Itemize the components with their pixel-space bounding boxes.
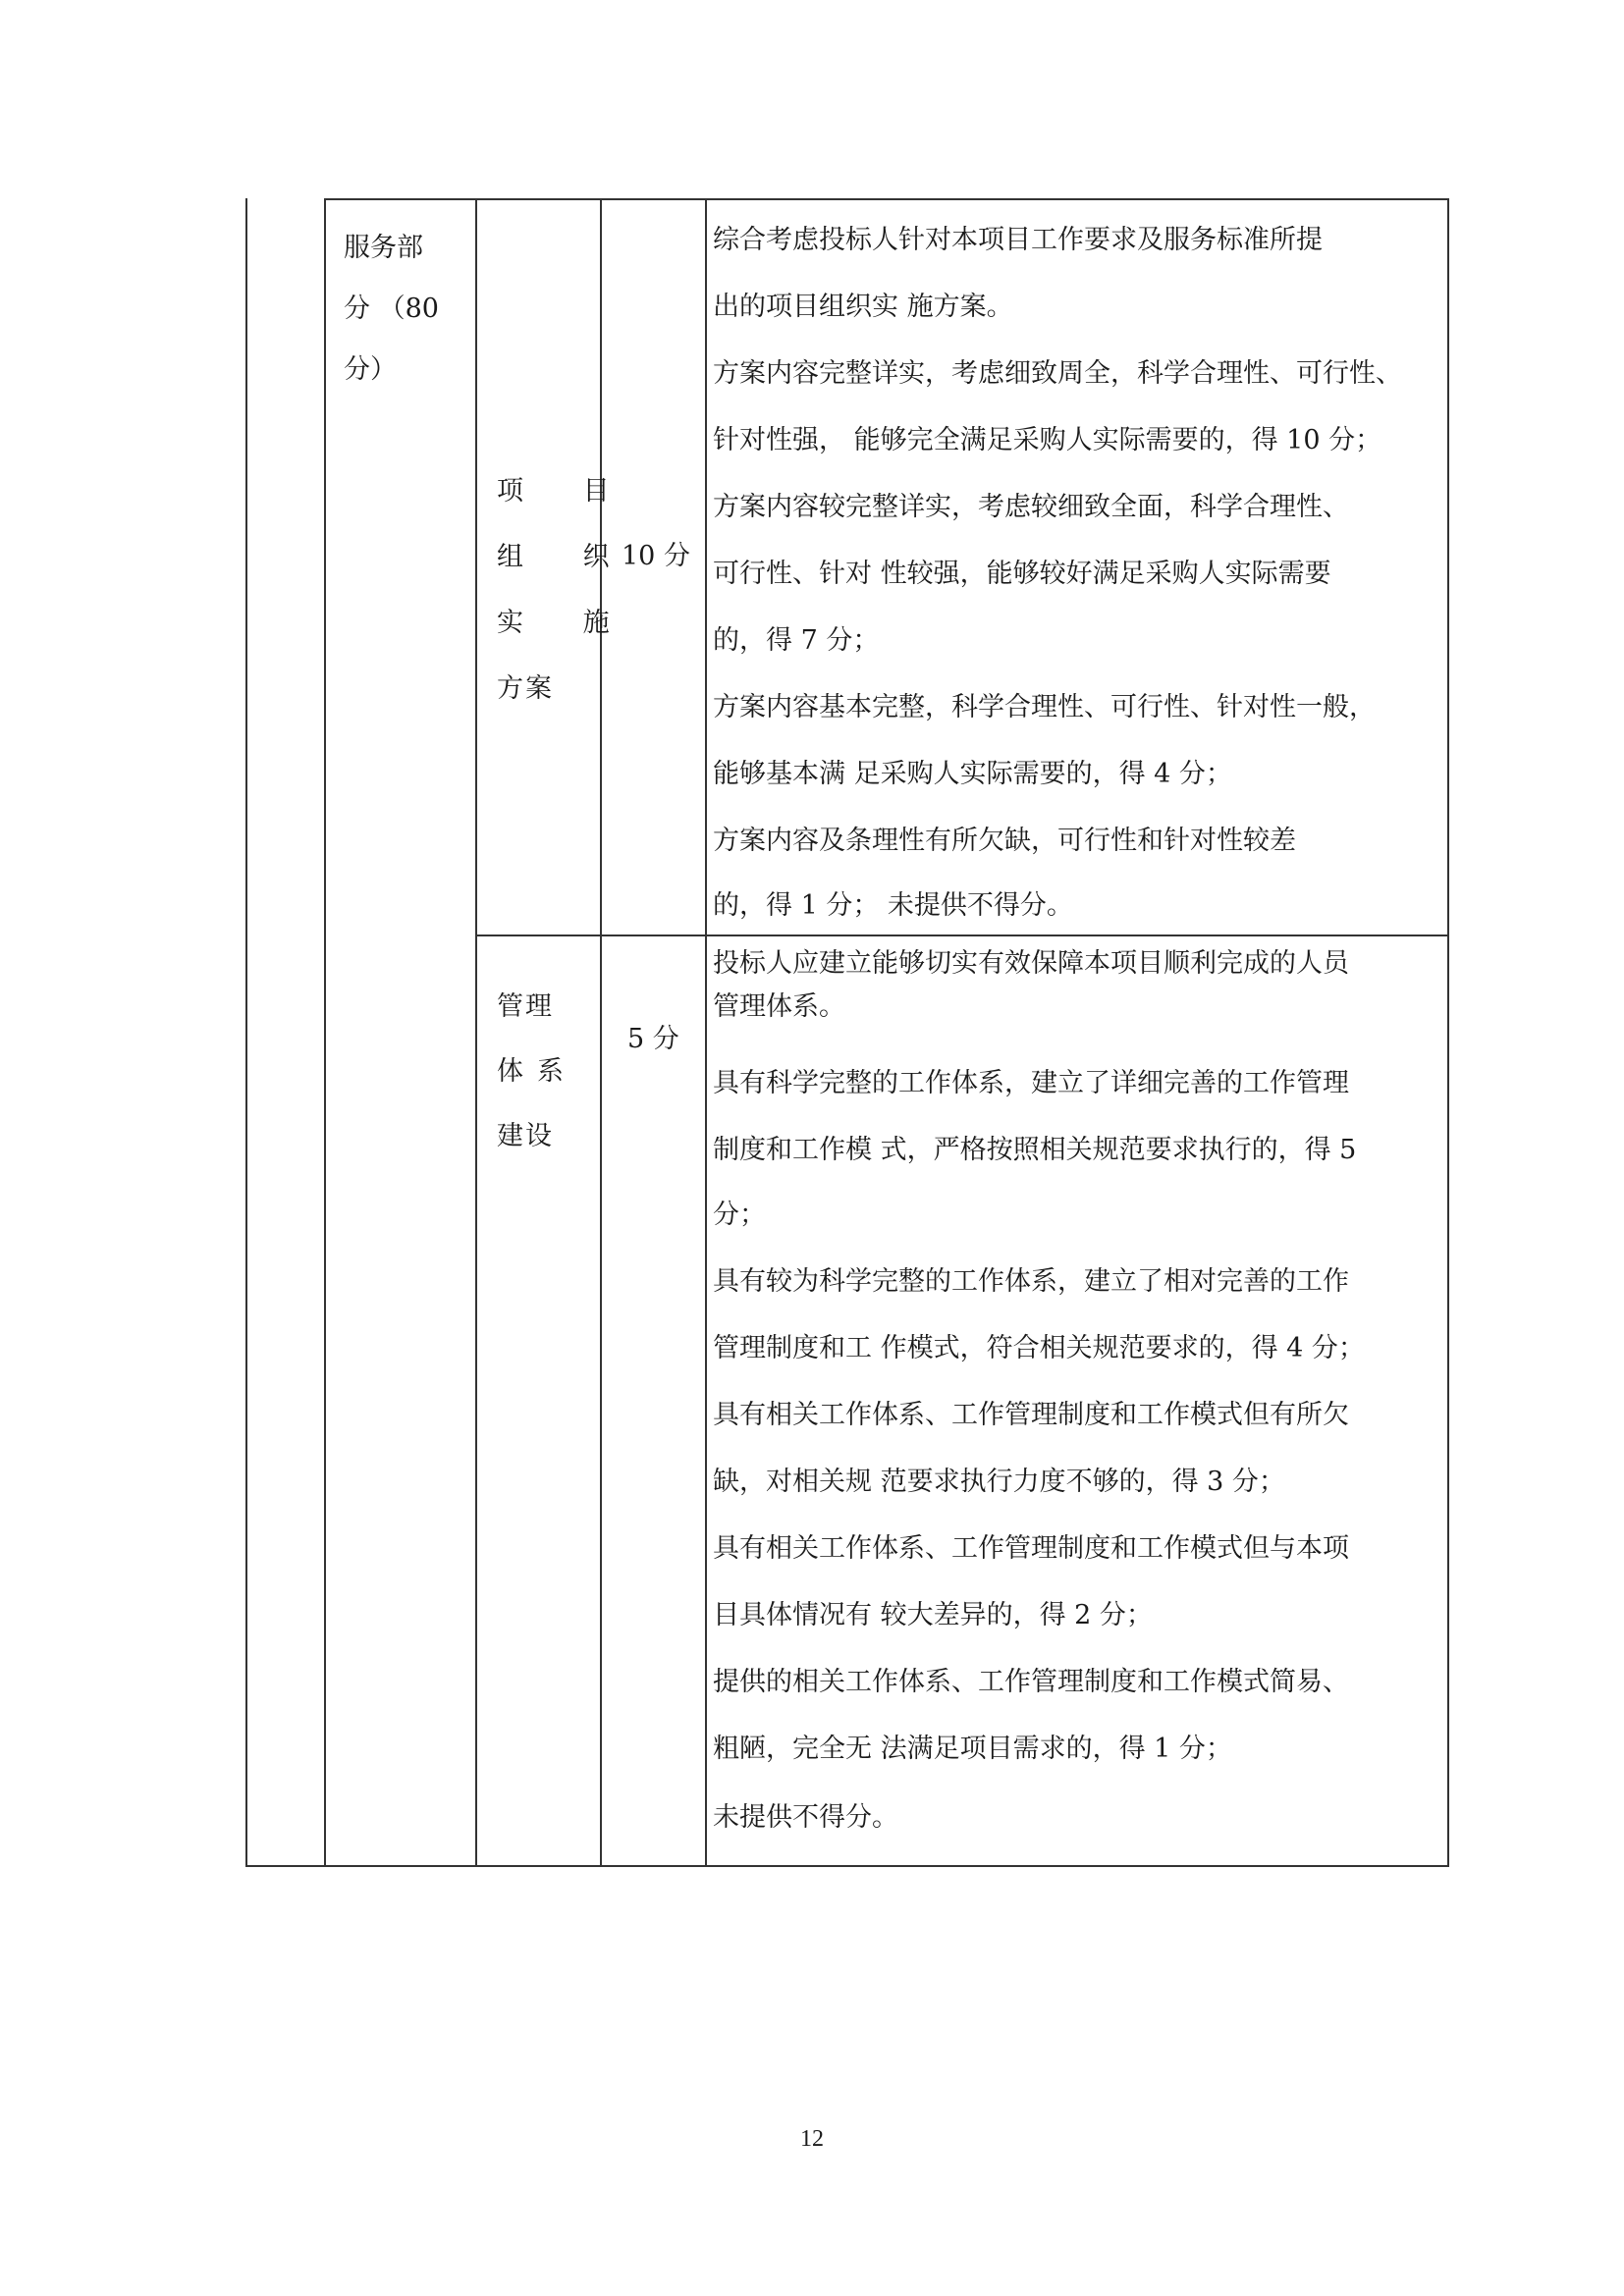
category-cell	[344, 218, 461, 400]
category-column-left-border	[324, 198, 326, 1867]
table-right-border	[1447, 198, 1449, 1867]
table-left-border	[245, 198, 247, 1867]
description-line: 具有相关工作体系、工作管理制度和工作模式但有所欠	[713, 1400, 1349, 1430]
description-line: 缺，对相关规 范要求执行力度不够的，得 3 分；	[713, 1467, 1285, 1497]
item-name-line: 建设	[497, 1121, 554, 1151]
row-divider	[475, 934, 1449, 936]
description-line: 具有相关工作体系、工作管理制度和工作模式但与本项	[713, 1533, 1349, 1564]
page-number: 12	[800, 2126, 824, 2152]
score-cell: 10 分	[622, 541, 690, 571]
table-top-border	[324, 198, 1449, 200]
description-line: 未提供不得分。	[713, 1802, 898, 1833]
item-name-line: 组 织	[497, 542, 635, 572]
description-line: 制度和工作模 式，严格按照相关规范要求执行的，得 5	[713, 1135, 1357, 1165]
description-line: 方案内容较完整详实，考虑较细致全面，科学合理性、	[713, 492, 1349, 522]
description-line: 分；	[713, 1200, 766, 1230]
description-line: 出的项目组织实 施方案。	[713, 292, 1013, 322]
description-line: 具有较为科学完整的工作体系，建立了相对完善的工作	[713, 1266, 1349, 1297]
category-line: 分 （80	[344, 294, 439, 324]
description-line: 可行性、针对 性较强，能够较好满足采购人实际需要	[713, 559, 1331, 589]
item-name-line: 体系	[497, 1056, 577, 1087]
table-bottom-border	[245, 1865, 1449, 1867]
description-line: 方案内容完整详实，考虑细致周全，科学合理性、可行性、	[713, 358, 1402, 389]
description-line: 综合考虑投标人针对本项目工作要求及服务标准所提	[713, 225, 1323, 255]
item-name-line: 实 施	[497, 608, 635, 638]
score-cell: 5 分	[627, 1024, 679, 1054]
description-line: 投标人应建立能够切实有效保障本项目顺利完成的人员	[713, 948, 1349, 979]
description-line: 方案内容及条理性有所欠缺，可行性和针对性较差	[713, 826, 1296, 856]
item-name-line: 管理	[497, 991, 554, 1022]
description-line: 针对性强， 能够完全满足采购人实际需要的，得 10 分；	[713, 425, 1382, 455]
description-line: 粗陋，完全无 法满足项目需求的，得 1 分；	[713, 1734, 1232, 1764]
description-line: 具有科学完整的工作体系，建立了详细完善的工作管理	[713, 1068, 1349, 1098]
description-line: 能够基本满 足采购人实际需要的，得 4 分；	[713, 759, 1232, 789]
description-line: 的，得 1 分； 未提供不得分。	[713, 890, 1073, 921]
category-line: 服务部	[344, 233, 423, 263]
description-line: 管理制度和工 作模式，符合相关规范要求的，得 4 分；	[713, 1333, 1365, 1363]
description-line: 提供的相关工作体系、工作管理制度和工作模式简易、	[713, 1667, 1349, 1697]
item-name-line: 方案	[497, 673, 554, 704]
description-column-left-border	[705, 198, 707, 1867]
description-line: 目具体情况有 较大差异的，得 2 分；	[713, 1600, 1153, 1630]
description-line: 的，得 7 分；	[713, 625, 880, 656]
item-column-left-border	[475, 198, 477, 1867]
category-line: 分）	[344, 354, 397, 385]
score-column-left-border	[600, 198, 602, 1867]
description-line: 方案内容基本完整，科学合理性、可行性、针对性一般，	[713, 692, 1376, 722]
item-name-line: 项 目	[497, 476, 635, 507]
description-line: 管理体系。	[713, 991, 845, 1022]
